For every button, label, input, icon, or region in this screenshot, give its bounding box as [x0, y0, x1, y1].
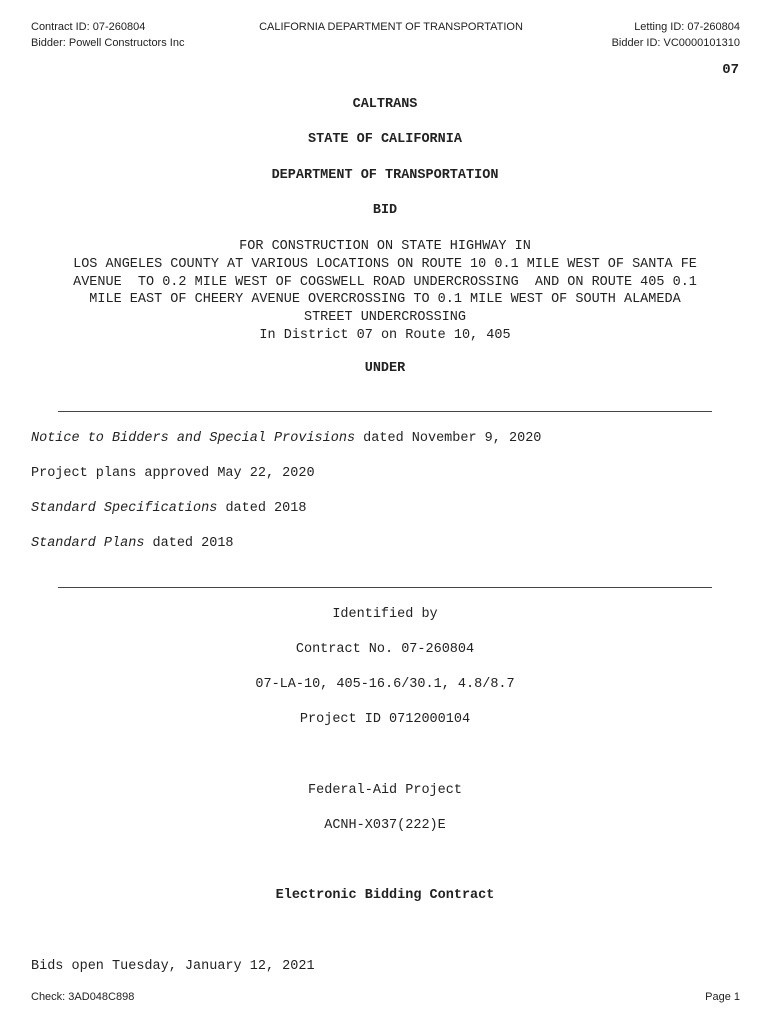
bidder-id: Bidder ID: VC0000101310 [611, 37, 740, 49]
notice-title: Notice to Bidders and Special Provisions [31, 431, 356, 446]
district-number: 07 [722, 62, 739, 78]
project-plans-line: Project plans approved May 22, 2020 [31, 466, 315, 481]
project-description [20, 238, 750, 345]
check-code: Check: 3AD048C898 [31, 991, 135, 1003]
std-plans-date: dated 2018 [144, 536, 234, 551]
description-line: LOS ANGELES COUNTY AT VARIOUS LOCATIONS ON ROUTE 10 0.1 MILE WEST OF SANTA FE [73, 256, 697, 272]
description-line: AVENUE TO 0.2 MILE WEST OF COGSWELL ROAD UNDERCROSSING AND ON ROUTE 405 0.1 [73, 274, 697, 290]
title-department: DEPARTMENT OF TRANSPORTATION [271, 168, 499, 183]
std-specs-date: dated 2018 [217, 501, 307, 516]
contract-type: Electronic Bidding Contract [275, 888, 495, 903]
project-id: Project ID 0712000104 [299, 712, 471, 727]
location-code: 07-LA-10, 405-16.6/30.1, 4.8/8.7 [255, 677, 515, 692]
divider-bottom [58, 587, 712, 588]
description-line: STREET UNDERCROSSING [303, 310, 467, 326]
header-agency: CALIFORNIA DEPARTMENT OF TRANSPORTATION [259, 21, 523, 33]
std-plans-title: Standard Plans [31, 536, 145, 551]
header-right [612, 19, 740, 51]
federal-aid-number: ACNH-X037(222)E [324, 818, 446, 833]
contract-id: Contract ID: 07-260804 [31, 21, 146, 33]
letting-id: Letting ID: 07-260804 [634, 21, 740, 33]
title-bid: BID [372, 203, 398, 218]
bidder-name: Bidder: Powell Constructors Inc [31, 37, 185, 49]
bids-open-line: Bids open Tuesday, January 12, 2021 [31, 959, 315, 974]
std-specs-title: Standard Specifications [31, 501, 218, 516]
identified-by: Identified by [332, 607, 438, 622]
federal-aid-label: Federal-Aid Project [308, 783, 462, 798]
under-label: UNDER [364, 361, 406, 376]
title-caltrans: CALTRANS [352, 97, 418, 112]
std-plans-line [31, 536, 234, 551]
std-specs-line [31, 501, 306, 516]
contract-number: Contract No. 07-260804 [295, 642, 475, 657]
notice-line [31, 431, 541, 446]
divider-top [58, 411, 712, 412]
notice-date: dated November 9, 2020 [355, 431, 542, 446]
description-line: In District 07 on Route 10, 405 [259, 327, 511, 343]
description-line: FOR CONSTRUCTION ON STATE HIGHWAY IN [239, 239, 531, 254]
page-number: Page 1 [705, 991, 740, 1003]
title-state: STATE OF CALIFORNIA [308, 132, 462, 147]
description-line: MILE EAST OF CHEERY AVENUE OVERCROSSING TO 0.1 MILE WEST OF SOUTH ALAMEDA [89, 292, 681, 308]
